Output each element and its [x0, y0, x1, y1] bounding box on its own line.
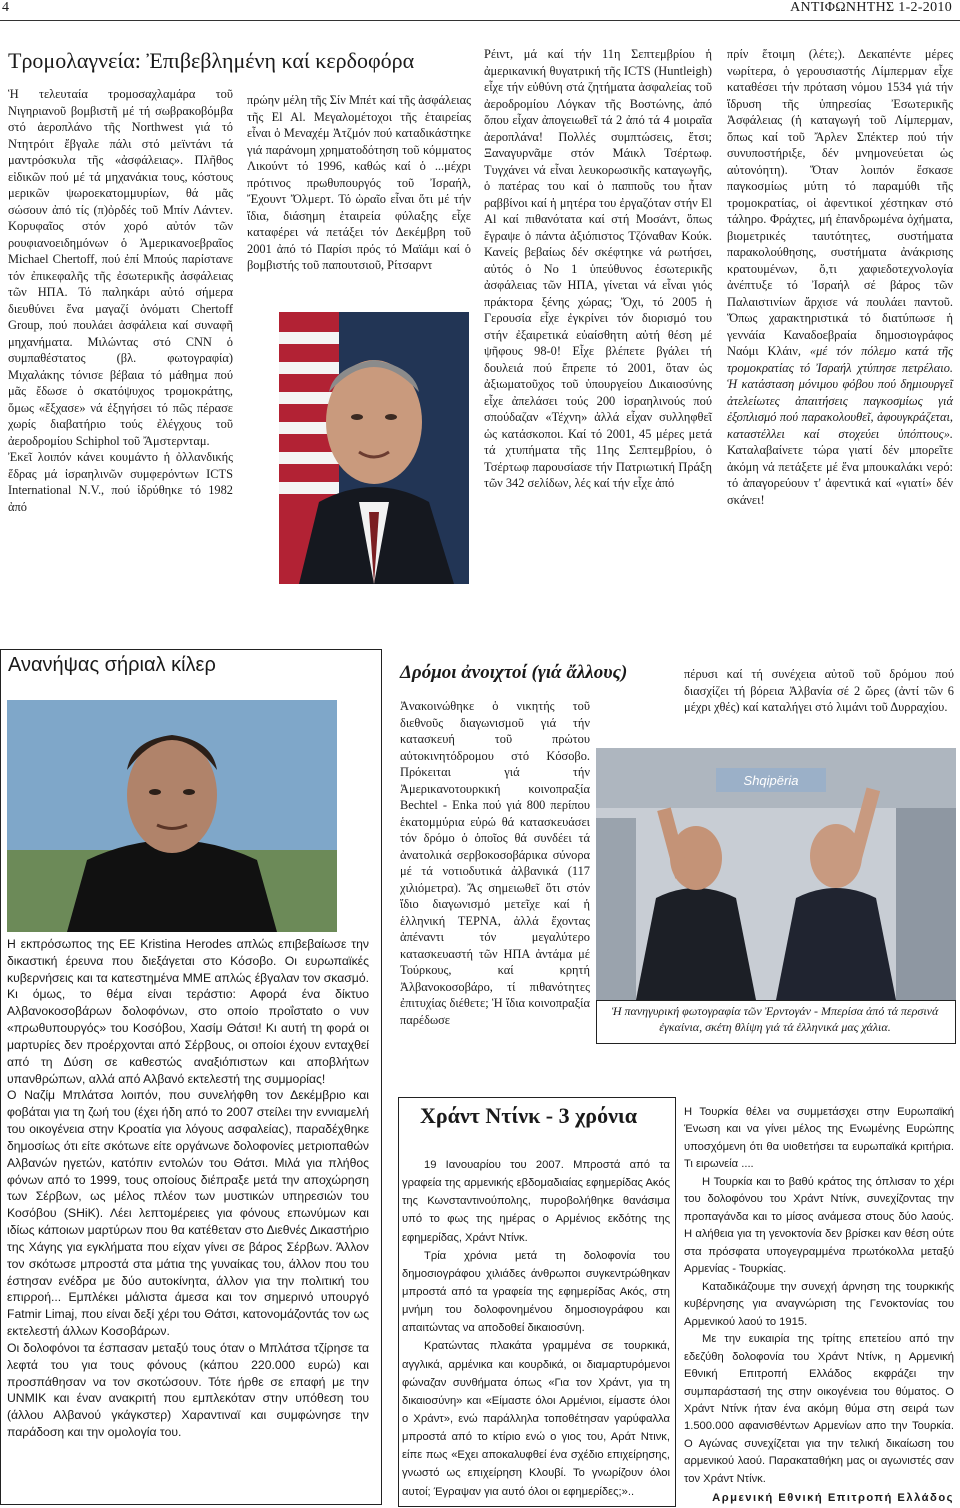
- article3-title: Δρόμοι ἀνοιχτοί (γιά ἄλλους): [400, 662, 628, 683]
- portrait-illustration: [279, 312, 469, 584]
- man-portrait-illustration: [7, 700, 337, 932]
- paragraph: Κρατώντας πλακάτα γραμμένα σε τουρκικά, αγγλικά, αρμένικα και κουρδικά, οι διαμαρτυρόμενοι φώναζαν συνθήματα όπως «Για τον Χράντ, για τη δικαιοσύνη» και «Είμαστε όλοι Αρμένιοι, είμαστε όλοι ο Χράντ», ενώ παράλληλα τοποθέτησαν γαρύφαλλα μπροστά από το κτίριο ενώ ο γιος του, Αράτ Ντινκ, είπε πως «Εχει αποκαλυφθεί ένα σχέδιο επιχείρησης, γνωστό ως επιχείρηση Κλουβί. Το γνωρίζουν όλοι αυτοί; Έγραψαν για αυτό όλοι οι εφημερίδες;»..: [402, 1340, 670, 1498]
- paragraph: Τρία χρόνια μετά τη δολοφονία του δημοσιογράφου χιλιάδες άνθρωποι συγκεντρώθηκαν μπροστά από τα γραφεία της εφημερίδας Ακός, στη μνήμη του δολοφονημένου δημοσιογράφου και απαιτώντας να αποδοθεί δικαιοσύνη.: [402, 1249, 670, 1335]
- page-number: 4: [2, 0, 9, 15]
- paragraph: Ο Ναζίμ Μπλάτσα λοιπόν, που συνελήφθη τον Δεκέμβριο και φοβάται για τη ζωή του (έχει ήδη από το 2007 στείλει την εννιαμελή του οικογένεια στην Κροατία για λόγους ασφαλείας), παραδέχθηκε δημοσίως ότι είτε σκότωνε είτε οργάνωνε δολοφονίες μετριοπαθών Αλβανών ηγετών, κατόπιν εντολών του Θάτσι. Μιλά για πλήθος φόνων από το 1999, τους οποίους διέπραξε μετά την αποχώρηση των Σέρβων, ως μέλος πλέον των μυστικών υπηρεσιών του Κοσόβου (SHiK). Λέει λεπτομέρειες για φόνους επωνύμων και ιδίως κάποιων μαρτύρων που θα κατέθεταν στο Διεθνές Δικαστήριο της Χάγης για εγκλήματα που είχαν γίνει σε βάρος Σέρβων. Άλλον τον σκότωσε μπροστά στα μάτια της γυναίκας του, άλλον που του έστησαν ενέδρα με δύο αυτοκίνητα, άλλον για την πολιτική του επιρροή... Εμπλέκει μάλιστα άμεσα και τον σημερινό υπουργό Fatmir Limaj, που είναι δεξί χέρι του Θάτσι, κατονομάζοντάς τον ως εκτελεστή άλλων Κοσοβάρων.: [7, 1088, 370, 1339]
- banner-text: Shqipëria: [743, 773, 799, 788]
- article1-col3: Ρέιντ, μά καί τήν 11η Σεπτεμβρίου ἡ ἀμερικανική θυγατρική τῆς ICTS (Huntleigh) εἶχε τήν εὐθύνη στά ζητήματα ἀσφαλείας τοῦ ἀεροδρομίου Λόγκαν τῆς Βοστώνης, ἀπό ὅπου εἶχαν ἀπογειωθεῖ τά 2 ἀπό τά 4 μοιραῖα ἀεροπλάνα! Πολλές συμπτώσεις, ἔτσι; Ξαναγυρνᾶμε στόν Μάικλ Τσέρτωφ. Τυγχάνει νά εἶναι λευκορωσικῆς καταγωγῆς, ὁ πατέρας του καί ὁ παπποῦς του ἦταν ραββίνοι καί ἡ μητέρα του ἐργαζόταν στήν El Al καί πιθανότατα καί στή Μοσάντ, ὅπως ἔγραψε ὁ πάντα ἀξιόπιστος Τζόναθαν Κούκ. Κανείς βεβαίως δέν σκέφτηκε νά ρωτήσει, αὐτός ὁ Νο 1 ὑπεύθυνος ἐσωτερικῆς ἀσφάλειας τῶν ΗΠΑ, γίνεται νά εἶναι γιός πράκτορα ξένης χώρας; Ὄχι, τό 2005 ἡ Γερουσία εἶχε ἐγκρίνει τόν διορισμό του στήν ἐξαιρετικά εὐαίσθητη αὐτή θέση μέ ψῆφους 98-0! Εἶχε βλέπετε βγάλει τή δουλειά πού ἔπρεπε τό 2001, ὅταν ὡς ἀξιωματοῦχος τοῦ ὑπουργείου Δικαιοσύνης εἶχε ἀπελάσει τούς 200 ἰσραηλινούς πού σπούδαζαν «Τέχνη» ἀλλά εἶχαν συλληφθεῖ ὡς κατάσκοποι. Καί τό 2001, 45 μέρες μετά τά χτυπήματα τῆς 11ης Σεπτεμβρίου, ὁ Τσέρτωφ παρουσίασε τήν Πατριωτική Πράξη τῶν 342 σελίδων, λές καί τήν εἶχε ἀπό: [484, 47, 712, 490]
- article4-col1: [402, 1156, 670, 1501]
- ceremony-illustration: [596, 748, 956, 1000]
- header-rule: [0, 20, 960, 21]
- klein-quote: «μέ τόν πόλεμο κατά τῆς τρομοκρατίας τό Ἰσραήλ χτύπησε πετρέλαιο. Ἡ κατάσταση μόνιμου φόβου πού δημιουργεῖ ἀτελείωτες ἀπαιτήσεις παγκοσμίως γιά ἐξοπλισμό πού παρακολουθεῖ, ἀφουγκράζεται, καταστέλλει καί στοχεύει ὑπόπτους».: [727, 344, 953, 441]
- paragraph: πρίν ἕτοιμη (λέτε;). Δεκαπέντε μέρες νωρίτερα, ὁ γερουσιαστής Λίμπερμαν εἶχε καταθέσει τήν πρόταση νόμου 1534 γιά τήν ἵδρυση τῆς ὑπηρεσίας Ἐσωτερικῆς Ἀσφάλειας (ἡ καταγωγή τοῦ Λίμπερμαν, ὅπως καί τοῦ Ἄρλεν Σπέκτερ πού τήν συνυποστήριξε, δέν μνημονεύεται ὡς αὐτονόητη). Ὅταν λοιπόν ἔσκασε παγκοσμίως μύτη τό παραμύθι τῆς τρομοκρατίας, οἱ ἀφεντικοί χέστηκαν στό τάληρο. Φράχτες, μή ἐπανδρωμένα ὀχήματα, βιομετρικές ταυτότητες, συστήματα παρακολούθησης, συστήματα ἀνάκρισης κρατουμένων, ὅ,τι χαφιεδοτεχνολογία ἀνέπτυξε τό Ἰσραήλ σέ βάρος τῶν Παλαιστινίων ἄρχισε νά πουλάει παντοῦ. Ὅπως χαρακτηριστικά τό διατύπωσε ἡ γεννάία Καναδοεβραία δημοσιογράφος Ναόμι Κλάιν,: [727, 47, 953, 358]
- paragraph: 19 Ιανουαρίου του 2007. Μπροστά από τα γραφεία της αρμενικής εβδομαδιαίας εφημερίδας Ακός της Κωνσταντινούπολης, πυροβολήθηκε θανάσιμα υπό το φως της ημέρας ο Αρμένιος εκδότης της εφημερίδας, Χράντ Ντίνκ.: [402, 1159, 670, 1244]
- article1-title: Τρομολαγνεία: Ἐπιβεβλημένη καί κερδοφόρα: [8, 48, 415, 73]
- article4-col2: [684, 1104, 954, 1508]
- article3-col2: πέρυσι καί τή συνέχεια αὐτοῦ τοῦ δρόμου πού διασχίζει τή βόρεια Ἀλβανία σέ 2 ὥρες (ἀντί τῶν 6 μέχρι χθές) καί καταλήγει στό λιμάνι τοῦ Δυρραχίου.: [684, 667, 954, 714]
- paragraph: Οι δολοφόνοι τα έσπασαν μεταξύ τους όταν ο Μπλάτσα τζίρησε τα λεφτά του για τους φόνους (κάπου 220.000 ευρώ) και προσπάθησαν να τον σκοτώσουν. Τότε ήρθε σε επαφή με την UNMIK και έναν ανακριτή που εμπλεκόταν στην υπόθεση του (άλλου Αλβανού γκάγκστερ) Χαραντιναϊ και συμφώνησε την παράδοση και την ομολογία του.: [7, 1340, 369, 1440]
- article3-caption: Ἡ πανηγυρική φωτογραφία τῶν Ἐρντογάν - Μπερίσα ἀπό τά περσινά ἐγκαίνια, σκέτη θλίψη γιά τά ἑλληνικά μας χάλια.: [611, 1004, 939, 1034]
- paragraph: Η Τουρκία και το βαθύ κράτος της όπλισαν το χέρι του δολοφόνου του Χράντ Ντίνκ, συνεχίζοντας την προπαγάνδα και το μίσος ανάμεσα στους δύο λαούς. Η αλήθεια για τη γενοκτονία δεν βρίσκει καν θέση ούτε στα πρόσφατα υπογεγραμμένα πρωτόκολλα μεταξύ Αρμενίας - Τουρκίας.: [684, 1175, 954, 1276]
- paragraph: Καταλαβαίνετε τώρα γιατί δέν μπορεῖτε ἀκόμη νά πετάξετε μέ ἕνα μπουκαλάκι νερό: τό ἀπαγορεύουν τ' ἀφεντικά καί «γιατί» δέν σκάνει!: [727, 443, 953, 507]
- article4-signature: Αρμενική Εθνική Επιτροπή Ελλάδος: [712, 1492, 954, 1505]
- erdogan-berisha-photo: [596, 748, 956, 1000]
- article3-col1: Ἀνακοινώθηκε ὁ νικητής τοῦ διεθνοῦς διαγωνισμοῦ γιά τήν κατασκευή τοῦ πρώτου αὐτοκινητόδρομου στό Κόσοβο. Πρόκειται γιά τήν Ἀμερικανοτουρκική κοινοπραξία Bechtel - Enka πού γιά 800 περίπου ἑκατομμύρια εὐρώ θά κατασκευάσει τόν δρόμο ὁ ὁποῖος θά συνδέει τά ἀνατολικά σερβοκοσοβάρικα σύνορα μέ τά νοτιοδυτικά ἀλβανικά (117 χιλιόμετρα). Ἄς σημειωθεῖ ὅτι στόν ἴδιο διαγωνισμό μετεῖχε καί ἡ ἑλληνική ΤΕΡΝΑ, ἀλλά ἔχοντας ἀπέναντι τόν μεγαλύτερο κατασκευαστή τῶν ΗΠΑ ἀντάμα μέ Τούρκους, καί κρητή Ἀλβανοκοσοβάρο, τί πιθανότητες ἐπιτυχίας διέθετε; Ἡ ἴδια κοινοπραξία παρέδωσε: [400, 699, 590, 1027]
- article1-col2: πρώην μέλη τῆς Σίν Μπέτ καί τῆς ἀσφάλειας τῆς El Al. Μεγαλομέτοχοι τῆς ἑταιρείας εἶναι ὁ Μεναχέμ Ἀτζμόν πού καταδικάστηκε γιά παράνομη χρηματοδότηση τοῦ κόμματος Λικούντ τό 1996, καθώς καί ὁ ...μέχρι πρότινος πρωθυπουργός τοῦ Ἰσραήλ, Ἔχουντ Ὄλμερτ. Τό ὡραῖο εἶναι ὅτι μέ τήν ἴδια, διάσημη ἑταιρεία φύλαξης εἶχε καταφέρει νά πετάξει τόν Δεκέμβρη τοῦ 2001 ἀπό τό Παρίσι πρός τό Μαϊάμι καί ὁ βομβιστής τοῦ παπουτσιοῦ, Ρίτσαρντ: [247, 93, 471, 272]
- paragraph: Καταδικάζουμε την συνεχή άρνηση της τουρκικής κυβέρνησης για αναγνώριση της Γενοκτονίας του Αρμενικού λαού το 1915.: [684, 1280, 954, 1328]
- paragraph: Η εκπρόσωπος της ΕΕ Kristina Herodes απλώς επιβεβαίωσε την δικαστική έρευνα που διεξάγεται στο Κόσοβο. Οι ευρωπαϊκές κυβερνήσεις και τα κατεστημένα ΜΜΕ απλώς έβγαλαν τον σκασμό. Κι όμως, το θέμα είναι τεράστιο: Αφορά ένα δίκτυο Αλβανοκοσοβάρων δολοφόνων, στο οποίο προΐσταto o νυν «πρωθυπουργός» του Κοσόβου, Χασίμ Θάτσι! Κι αυτή τη φορά οι μαρτυρίες δεν προέρχονται από Σέρβους, οι οποίοι έχουν ενταχθεί από τη Δύση σε καθεστώς αναξιόπιστων και αποβλήτων υπανθρώπων, αλλά από Αλβανό εκτελεστή της συμμορίας!: [7, 937, 369, 1086]
- article1-col4: [727, 46, 953, 508]
- paragraph: Η Τουρκία θέλει να συμμετάσχει στην Ευρωπαϊκή Ένωση και να γίνει μέλος της Ενωμένης Ευρώπης υποσχόμενη ότι θα υιοθετήσει τα ευρωπαϊκά κριτήρια. Τι ειρωνεία ....: [684, 1106, 954, 1171]
- blatsa-photo: [7, 700, 337, 932]
- masthead: ΑΝΤΙΦΩΝΗΤΗΣ 1-2-2010: [790, 0, 952, 15]
- article2-title: Ανανήψας σήριαλ κίλερ: [8, 654, 216, 676]
- article2-body: [7, 936, 369, 1441]
- paragraph: Ἡ τελευταία τρομοσαχλαμάρα τοῦ Νιγηριανοῦ βομβιστῆ μέ τή σωβρακοβόμβα στό ἀεροπλάνο τῆς Northwest γιά τό Ντητρόιτ ἔβγαλε πάλι στό μεϊντάνι τά μαντρόσκυλα τῆς «ἀσφάλειας». Πλῆθος εἰδικῶν πού μέ τά μηχανάκια τους, κόστους μερικῶν ψωροεκατομμυρίων, θά μᾶς σώσουν ἀπό τίς (π)ὀρδές τοῦ Μπίν Λάντεν. Κορυφαῖος στόν χορό αὐτόν τῶν ρουφιανοειδημόνων ὁ Ἀμερικανοεβραῖος Michael Chertoff, πού ἐπί Μπούς παρίστανε τόν ἐπικεφαλῆς τῆς ἐσωτερικῆς ἀσφάλειας τῶν ΗΠΑ. Τό παληκάρι αὐτό σήμερα διευθύνει ἕνα μαγαζί ὀνόματι Chertoff Group, πού πουλάει ἀσφάλεια καί συναφῆ μηχανήματα. Μιλώντας στό CNN ὁ συμπαθέστατος (βλ. φωτογραφία) Μιχαλάκης τόνισε βέβαια τό μάθημα πού μᾶς ἔδωσε ὁ σκατόψυχος τρομοκράτης, ὅμως «ἔξχασε» νά ἐξηγήσει τό πῶς πέρασε χωρίς διαβατήριο τούς ἐλέγχους τοῦ ἀεροδρομίου Schiphol τοῦ Ἄμστερνταμ.: [8, 87, 233, 448]
- chertoff-photo: [279, 312, 469, 584]
- article4-title: Χράντ Ντίνκ - 3 χρόνια: [420, 1103, 637, 1128]
- article1-col1: [8, 86, 233, 515]
- paragraph: Με την ευκαιρία της τρίτης επετείου από την εδεζύθη δολοφονία του Χράντ Ντίνκ, η Αρμενική Εθνική Επιτροπή Ελλάδος εκφράζει την συμπαράστασή της στην οικογένεια του θύματος. Ο Χράντ Ντίνκ ήταν ένα ακόμη θύμα στη σειρά των 1.500.000 αφανισθέντων Αρμενίων απο την Τουρκία. Ο Αγώνας συνεχίζεται για την τελική δικαίωση του αρμενικού λαού. Παρακαταθήκη μας οι αγωνιστές σαν τον Χράντ Ντίνκ.: [684, 1333, 954, 1485]
- paragraph: Ἐκεῖ λοιπόν κάνει κουμάντο ἡ ὀλλανδικής ἕδρας μά ἰσραηλινῶν συμφερόντων ICTS International N.V., πού ἱδρύθηκε τό 1982 ἀπό: [8, 450, 233, 514]
